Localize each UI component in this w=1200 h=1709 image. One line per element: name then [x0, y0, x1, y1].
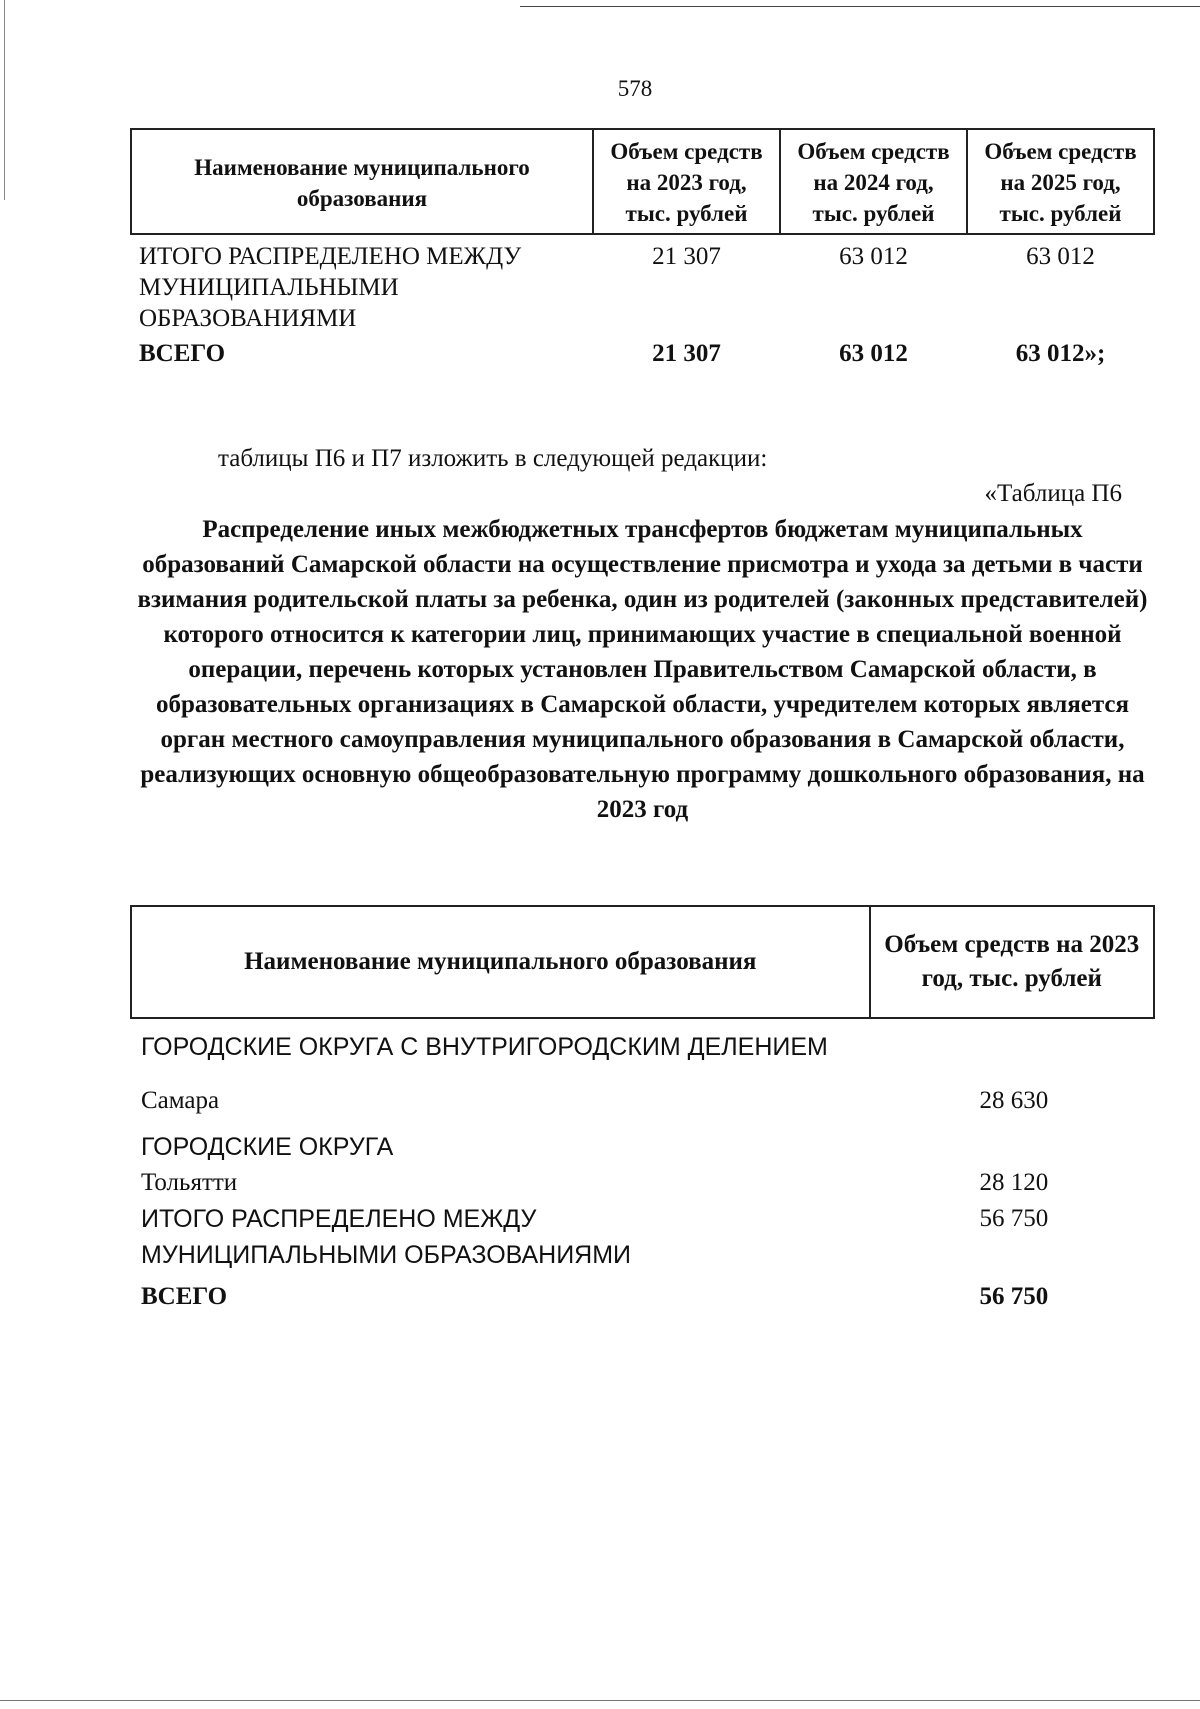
amendment-text: таблицы П6 и П7 изложить в следующей редакции:	[218, 445, 768, 472]
category-row	[131, 1119, 1154, 1165]
value-2023: 56 750	[979, 1283, 1049, 1310]
value-2023: 21 307	[652, 340, 721, 367]
row-name: Тольятти	[141, 1169, 238, 1196]
table-p6	[130, 905, 1155, 1315]
category-label: ГОРОДСКИЕ ОКРУГА	[141, 1133, 394, 1161]
table-row-itogo	[131, 234, 1154, 334]
category-row	[131, 1018, 1154, 1065]
header-volume-2023: Объем средств на 2023 год, тыс. рублей	[870, 906, 1154, 1018]
row-name: ВСЕГО	[139, 340, 226, 367]
value-2023: 28 630	[979, 1087, 1049, 1114]
table-header-row	[131, 906, 1154, 1018]
row-name: ИТОГО РАСПРЕДЕЛЕНО МЕЖДУ МУНИЦИПАЛЬНЫМИ ОБРАЗОВАНИЯМИ	[141, 1205, 632, 1269]
value-2023: 28 120	[979, 1169, 1049, 1196]
row-name: Самара	[141, 1087, 220, 1114]
value-2023: 21 307	[652, 243, 721, 270]
header-volume-2024: Объем средств на 2024 год, тыс. рублей	[780, 129, 967, 234]
table-row-total	[131, 334, 1154, 369]
scan-edge-bottom	[0, 1700, 1200, 1701]
page-number: 578	[617, 76, 653, 101]
header-volume-2023: Объем средств на 2023 год, тыс. рублей	[593, 129, 780, 234]
table-label: «Таблица П6	[984, 480, 1122, 507]
value-2023: 56 750	[979, 1205, 1049, 1232]
value-2025: 63 012»;	[1015, 340, 1106, 367]
value-2024: 63 012	[839, 340, 908, 367]
table-heading: Распределение иных межбюджетных трансфертов бюджетам муниципальных образований Самарской области на осуществление присмотра и ухода за детьми в части взимания родительской платы за ребенка, один из родителей (законных представителей) которого относится к категории лиц, принимающих участие в специальной военной операции, перечень которых установлен Правительством Самарской области, в образовательных организациях в Самарской области, учредителем которых является орган местного самоуправления муниципального образования в Самарской области, реализующих основную общеобразовательную программу дошкольного образования, на 2023 год	[137, 516, 1148, 823]
table-row-itogo	[131, 1201, 1154, 1273]
value-2024: 63 012	[839, 243, 908, 270]
category-label: ГОРОДСКИЕ ОКРУГА С ВНУТРИГОРОДСКИМ ДЕЛЕНИЕМ	[141, 1033, 828, 1061]
row-name: ВСЕГО	[141, 1283, 228, 1310]
header-volume-2025: Объем средств на 2025 год, тыс. рублей	[967, 129, 1154, 234]
table-row-total	[131, 1273, 1154, 1315]
scan-edge-top	[520, 6, 1200, 7]
table-p5-tail	[130, 128, 1155, 369]
row-name: ИТОГО РАСПРЕДЕЛЕНО МЕЖДУ МУНИЦИПАЛЬНЫМИ ОБРАЗОВАНИЯМИ	[139, 243, 522, 332]
header-municipality: Наименование муниципального образования	[131, 129, 593, 234]
table-row-tolyatti	[131, 1165, 1154, 1201]
table-header-row	[131, 129, 1154, 234]
value-2025: 63 012	[1026, 243, 1095, 270]
table-row-samara	[131, 1065, 1154, 1119]
header-municipality: Наименование муниципального образования	[131, 906, 870, 1018]
